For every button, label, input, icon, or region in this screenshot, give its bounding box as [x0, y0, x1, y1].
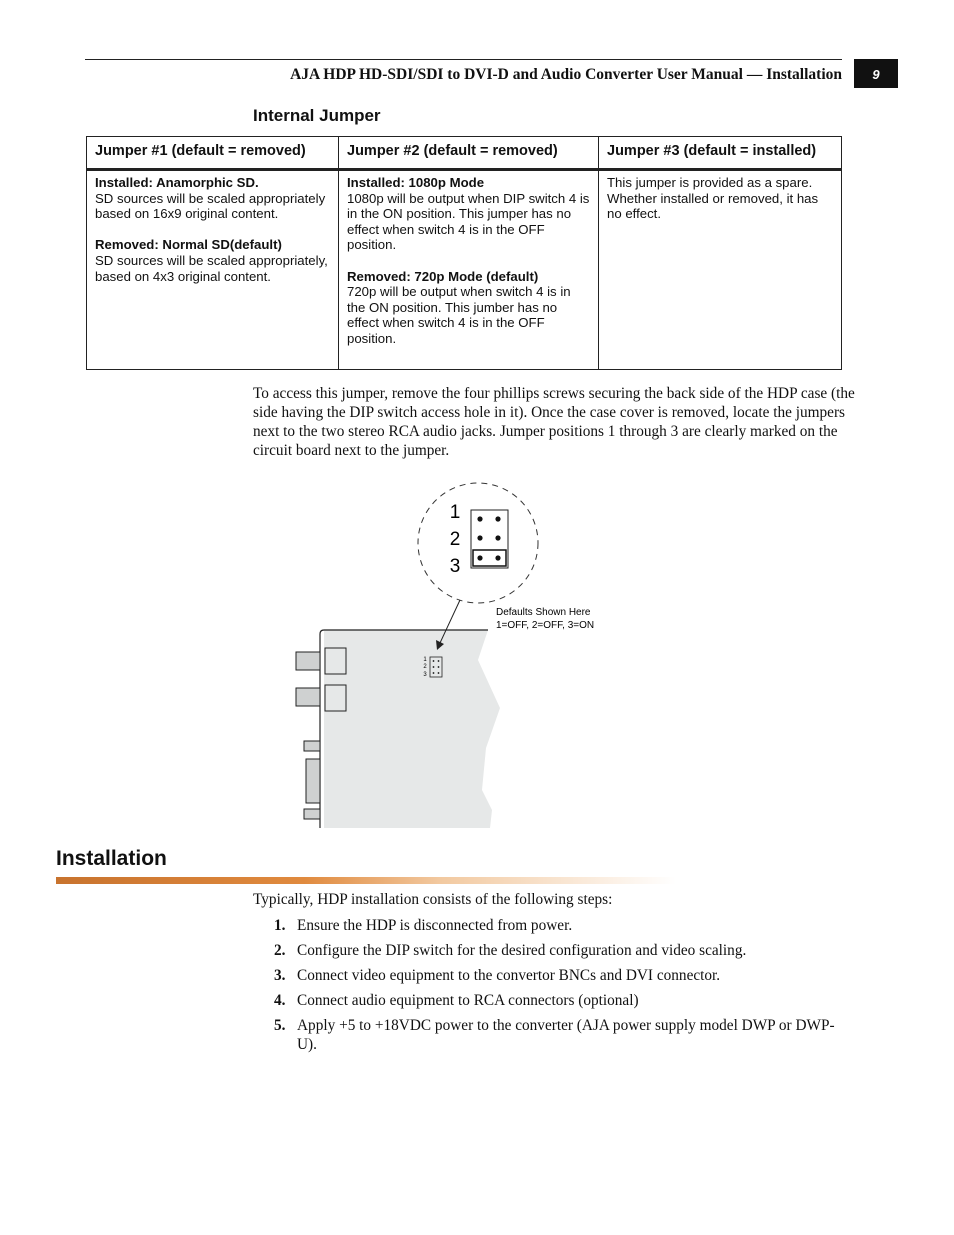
bnc-connector: [325, 648, 346, 674]
jumper-3-text: This jumper is provided as a spare. Whether installed or removed, it has no effect.: [607, 175, 819, 222]
header-rule: [85, 59, 842, 60]
board-label-3: 3: [423, 672, 427, 678]
heading-accent-bar: [56, 877, 676, 884]
zoom-label-2: 2: [449, 529, 461, 550]
step-number: 3.: [274, 967, 286, 984]
bnc-connector: [325, 685, 346, 711]
list-item: [253, 1016, 853, 1054]
page-number-badge: 9: [854, 59, 898, 88]
jumper-2-cell: [339, 170, 599, 370]
jumper-1-removed-heading: Removed: Normal SD(default): [95, 237, 282, 253]
jumper-pin: [495, 535, 500, 540]
jumper-pin: [495, 516, 500, 521]
jumper-table-row: [87, 170, 842, 370]
jumper-3-cell: [599, 170, 842, 370]
board-label-1: 1: [423, 657, 427, 663]
board-jumper-pin: [438, 660, 440, 662]
internal-jumper-heading: Internal Jumper: [253, 106, 381, 125]
list-item: [253, 991, 853, 1010]
board-jumper-pin: [433, 672, 435, 674]
power-jack: [304, 741, 320, 751]
jumper-1-removed-block: [95, 237, 330, 284]
board-jumper-pin: [433, 666, 435, 668]
jumper-3-block: [607, 175, 833, 222]
board-jumper-pin: [438, 672, 440, 674]
jumper-1-removed-text: SD sources will be scaled appropriately, based on 4x3 original content.: [95, 252, 328, 284]
installation-heading: Installation: [56, 847, 167, 870]
list-item: [253, 966, 853, 985]
jumper-2-installed-block: [347, 175, 590, 253]
dvi-connector: [306, 759, 320, 803]
board-label-2: 2: [423, 664, 427, 670]
magnifier-circle: [418, 483, 538, 603]
defaults-caption-line-1: Defaults Shown Here: [496, 607, 591, 618]
jumper-pin: [495, 555, 500, 560]
zoom-label-1: 1: [449, 502, 461, 523]
jumper-1-installed-block: [95, 175, 330, 222]
installation-intro: Typically, HDP installation consists of the following steps:: [253, 891, 613, 908]
step-number: 2.: [274, 942, 286, 959]
running-header-title: AJA HDP HD-SDI/SDI to DVI-D and Audio Converter User Manual — Installation: [290, 66, 842, 83]
jumper-pin: [477, 535, 482, 540]
jumper-1-installed-heading: Installed: Anamorphic SD.: [95, 175, 259, 190]
bnc-connector-stub: [296, 652, 320, 670]
step-text: Ensure the HDP is disconnected from power.: [297, 917, 573, 934]
jumper-pin: [477, 555, 482, 560]
jumper-table-header-row: [87, 137, 842, 170]
jumper-2-installed-text: 1080p will be output when DIP switch 4 is in the ON position. This jumper has no effect when switch 4 is in the OFF position.: [347, 190, 590, 253]
step-text: Connect video equipment to the convertor BNCs and DVI connector.: [297, 967, 721, 984]
circuit-board: [324, 630, 500, 828]
column-header-jumper-2: Jumper #2 (default = removed): [339, 137, 599, 170]
column-header-jumper-3: Jumper #3 (default = installed): [599, 137, 842, 170]
jumper-1-installed-text: SD sources will be scaled appropriately based on 16x9 original content.: [95, 190, 326, 222]
step-number: 4.: [274, 992, 286, 1009]
jumper-2-installed-heading: Installed: 1080p Mode: [347, 175, 485, 190]
step-text: Configure the DIP switch for the desired configuration and video scaling.: [297, 942, 747, 959]
zoom-label-3: 3: [449, 556, 461, 577]
bnc-connector-stub: [296, 688, 320, 706]
list-item: [253, 941, 853, 960]
list-item: [253, 916, 853, 935]
board-jumper-pin: [433, 660, 435, 662]
board-jumper-pin: [438, 666, 440, 668]
jumper-table: [86, 136, 842, 370]
jumper-access-paragraph: To access this jumper, remove the four phillips screws securing the back side of the HDP case (the side having the DIP switch access hole in it). Once the case cover is removed, locate the jumpers next to the two stereo RCA audio jacks. Jumper positions 1 through 3 are clearly marked on the circuit board next to the jumper.: [253, 385, 855, 459]
installation-steps: [253, 916, 853, 1060]
step-text: Apply +5 to +18VDC power to the converter (AJA power supply model DWP or DWP-U).: [297, 1017, 835, 1053]
step-number: 1.: [274, 917, 286, 934]
jumper-2-removed-text: 720p will be output when switch 4 is in the ON position. This jumber has no effect when switch 4 is in the OFF position.: [347, 284, 571, 346]
jumper-pin: [477, 516, 482, 521]
jumper-location-diagram: [290, 480, 620, 830]
step-number: 5.: [274, 1017, 286, 1034]
defaults-caption-line-2: 1=OFF, 2=OFF, 3=ON: [496, 620, 595, 631]
jumper-2-removed-block: [347, 269, 590, 347]
jumper-1-cell: [87, 170, 339, 370]
jumper-2-removed-heading: Removed: 720p Mode (default): [347, 268, 539, 284]
step-text: Connect audio equipment to RCA connectors (optional): [297, 992, 639, 1009]
column-header-jumper-1: Jumper #1 (default = removed): [87, 137, 339, 170]
rca-jack: [304, 809, 320, 819]
jumper-header-outline: [471, 510, 508, 568]
